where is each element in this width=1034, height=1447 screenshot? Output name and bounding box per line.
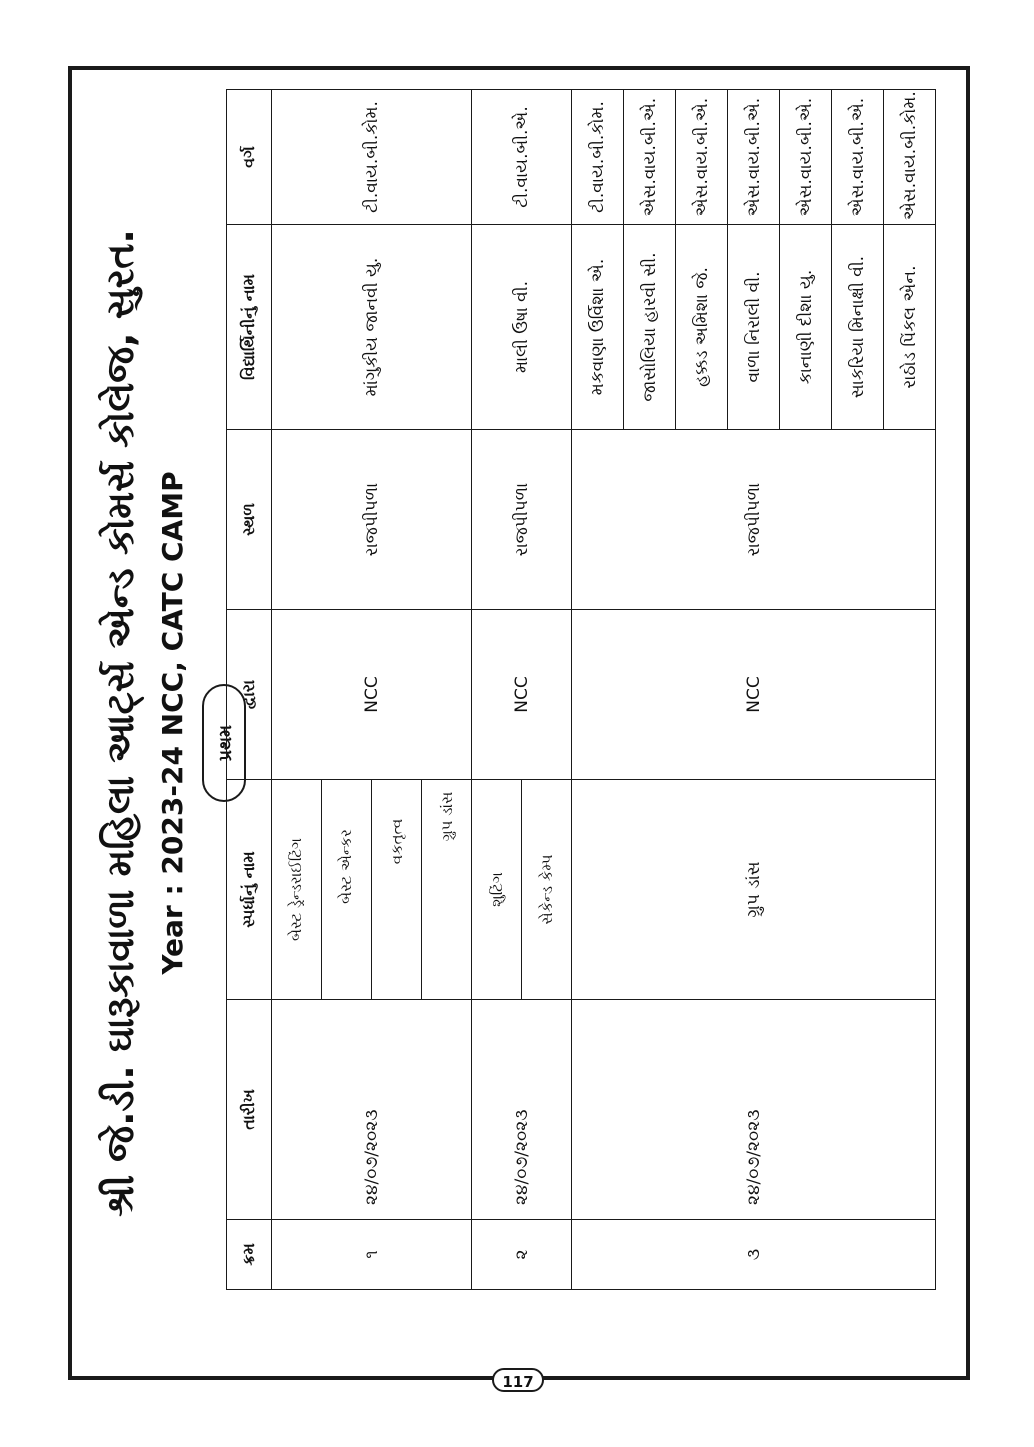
col-header: દ્વારા [227,610,272,780]
class-cell: એસ.વાય.બી.એ. [780,90,832,225]
student-cell: માંગુકીય જાનવી યુ. [272,225,472,430]
page-number: 117 [492,1368,544,1392]
student-cell: માલી ઉષા વી. [472,225,572,430]
class-cell: એસ.વાય.બી.કોમ. [884,90,936,225]
student-cell: સાકરિયા મિનાક્ષી વી. [832,225,884,430]
competition-item: શુટિંગ [472,780,522,999]
table-row [272,90,472,1290]
competition-cell [272,780,472,1000]
year-subtitle: Year : 2023-24 NCC, CATC CAMP [156,471,189,975]
competition-item: બેસ્ટ ડ્રેન્ડરાઈટિંગ [272,780,321,999]
col-header: સ્પર્ધાનું નામ [227,780,272,1000]
sr-cell: ૩ [572,1220,936,1290]
col-header: વર્ગ [227,90,272,225]
date-cell: ૨૪/૦૭/૨૦૨૩ [572,1000,936,1220]
col-header: સ્થળ [227,430,272,610]
college-title: શ્રી જે.ડી. ઘારૂકાવાળા મહિલા આર્ટ્સ એન્ડ કોમર્સ કોલેજ, સુરત. [98,229,142,1217]
table-row [572,90,624,1290]
rank-badge: પ્રથમ [202,684,246,802]
student-cell: હક્કડ અમિશા જે. [676,225,728,430]
class-cell: એસ.વાય.બી.એ. [728,90,780,225]
col-header: વિદ્યાર્થિનીનું નામ [227,225,272,430]
class-cell: ટી.વાય.બી.કોમ. [572,90,624,225]
place-cell: રાજપીપળા [472,430,572,610]
student-cell: વાળા નિરાલી વી. [728,225,780,430]
by-cell: NCC [472,610,572,780]
competition-cell: ગ્રુપ ડાંસ [572,780,936,1000]
rotated-content [68,66,970,1380]
col-header: ક્રમ [227,1220,272,1290]
place-cell: રાજપીપળા [572,430,936,610]
date-cell: ૨૪/૦૭/૨૦૨૩ [272,1000,472,1220]
place-cell: રાજપીપળા [272,430,472,610]
class-cell: એસ.વાય.બી.એ. [676,90,728,225]
date-cell: ૨૪/૦૭/૨૦૨૩ [472,1000,572,1220]
class-cell: એસ.વાય.બી.એ. [624,90,676,225]
table-row [472,90,572,1290]
competition-item: બેસ્ટ એન્કર [321,780,371,999]
competition-item: ગ્રુપ ડાંસ [422,780,471,999]
student-cell: રાઠોડ પિંકલ એન. [884,225,936,430]
student-cell: મકવાણા ઉર્વિશા એ. [572,225,624,430]
student-cell: જાસોલિયા હારવી સી. [624,225,676,430]
competition-cell [472,780,572,1000]
competition-item: વકતૃત્વ [371,780,421,999]
sr-cell: ૨ [472,1220,572,1290]
class-cell: એસ.વાય.બી.એ. [832,90,884,225]
student-cell: કાનાણી દીશા યુ. [780,225,832,430]
by-cell: NCC [272,610,472,780]
by-cell: NCC [572,610,936,780]
competition-item: સેકેન્ડ કેમ્પ [522,780,572,999]
class-cell: ટી.વાય.બી.કોમ. [272,90,472,225]
sr-cell: ૧ [272,1220,472,1290]
table-header-row [227,90,272,1290]
class-cell: ટી.વાય.બી.એ. [472,90,572,225]
col-header: તારીખ [227,1000,272,1220]
results-table [226,89,936,1290]
